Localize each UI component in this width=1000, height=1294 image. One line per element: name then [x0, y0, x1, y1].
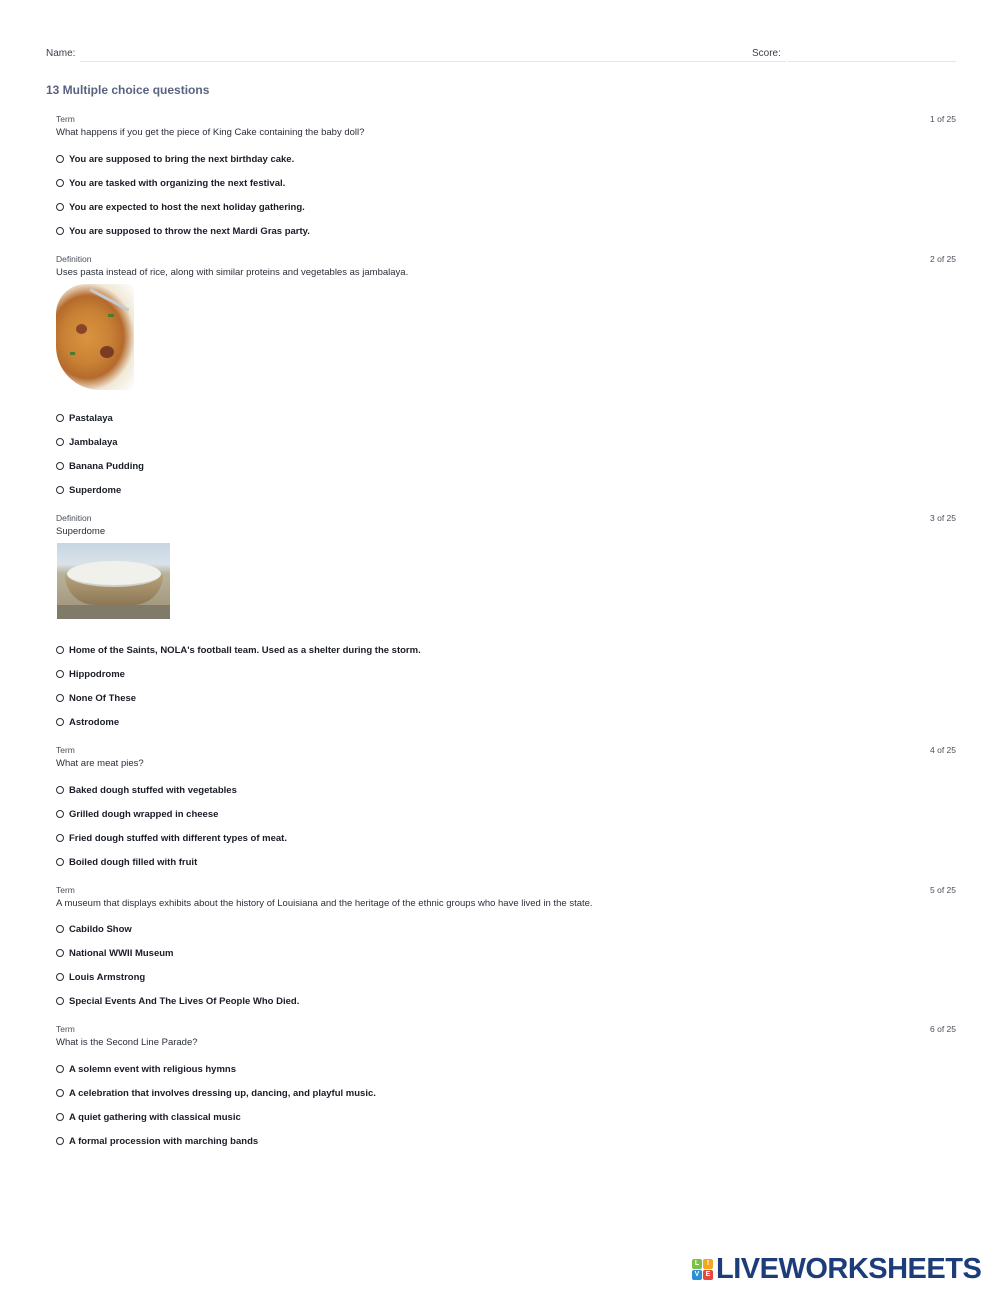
- question-type: Definition: [56, 513, 92, 523]
- question-prompt: A museum that displays exhibits about the history of Louisiana and the heritage of the ethnic groups who have lived in the state.: [56, 898, 593, 909]
- radio-button[interactable]: [56, 155, 64, 163]
- answer-option[interactable]: [56, 806, 218, 822]
- radio-button[interactable]: [56, 925, 64, 933]
- radio-button[interactable]: [56, 718, 64, 726]
- answer-option[interactable]: [56, 714, 119, 730]
- worksheet-header: [46, 48, 956, 64]
- sausage-shape: [100, 346, 114, 358]
- radio-button[interactable]: [56, 973, 64, 981]
- question-prompt: What are meat pies?: [56, 758, 144, 769]
- option-label: Grilled dough wrapped in cheese: [69, 808, 219, 820]
- question-type: Definition: [56, 254, 92, 264]
- question-type: Term: [56, 885, 75, 895]
- answer-option[interactable]: [56, 223, 310, 239]
- herb-shape: [108, 314, 114, 317]
- radio-button[interactable]: [56, 462, 64, 470]
- answer-option[interactable]: [56, 151, 294, 167]
- option-label: Pastalaya: [69, 412, 113, 424]
- answer-option[interactable]: [56, 410, 113, 426]
- option-label: Boiled dough filled with fruit: [69, 856, 198, 868]
- answer-option[interactable]: [56, 482, 121, 498]
- option-label: A solemn event with religious hymns: [69, 1063, 236, 1075]
- radio-button[interactable]: [56, 810, 64, 818]
- radio-button[interactable]: [56, 179, 64, 187]
- score-label: Score:: [752, 48, 781, 59]
- option-label: Hippodrome: [69, 668, 125, 680]
- radio-button[interactable]: [56, 486, 64, 494]
- radio-button[interactable]: [56, 414, 64, 422]
- option-label: Cabildo Show: [69, 923, 132, 935]
- radio-button[interactable]: [56, 997, 64, 1005]
- radio-button[interactable]: [56, 949, 64, 957]
- logo-text: LIVEWORKSHEETS: [716, 1252, 982, 1285]
- answer-option[interactable]: [56, 1085, 376, 1101]
- radio-button[interactable]: [56, 858, 64, 866]
- question-count: 1 of 25: [930, 114, 956, 124]
- option-label: Louis Armstrong: [69, 971, 146, 983]
- radio-button[interactable]: [56, 646, 64, 654]
- question-type: Term: [56, 1024, 75, 1034]
- answer-option[interactable]: [56, 854, 197, 870]
- option-label: A celebration that involves dressing up, dancing, and playful music.: [69, 1087, 376, 1099]
- logo-mark-icon: L I V E: [692, 1259, 713, 1280]
- question-type: Term: [56, 114, 75, 124]
- option-label: You are expected to host the next holiday gathering.: [69, 201, 305, 213]
- radio-button[interactable]: [56, 1137, 64, 1145]
- answer-option[interactable]: [56, 1133, 258, 1149]
- option-label: You are supposed to throw the next Mardi Gras party.: [69, 225, 310, 237]
- option-label: Baked dough stuffed with vegetables: [69, 784, 237, 796]
- option-label: You are tasked with organizing the next festival.: [69, 177, 286, 189]
- answer-option[interactable]: [56, 642, 421, 658]
- option-label: Home of the Saints, NOLA's football team. Used as a shelter during the storm.: [69, 644, 421, 656]
- answer-option[interactable]: [56, 199, 305, 215]
- radio-button[interactable]: [56, 438, 64, 446]
- question-prompt: Superdome: [56, 526, 106, 537]
- answer-option[interactable]: [56, 666, 125, 682]
- answer-option[interactable]: [56, 1109, 241, 1125]
- radio-button[interactable]: [56, 227, 64, 235]
- answer-option[interactable]: [56, 434, 118, 450]
- option-label: You are supposed to bring the next birthday cake.: [69, 153, 295, 165]
- radio-button[interactable]: [56, 203, 64, 211]
- radio-button[interactable]: [56, 1065, 64, 1073]
- option-label: A quiet gathering with classical music: [69, 1111, 241, 1123]
- question-count: 2 of 25: [930, 254, 956, 264]
- option-label: A formal procession with marching bands: [69, 1135, 259, 1147]
- sausage-shape: [76, 324, 87, 334]
- section-title: 13 Multiple choice questions: [46, 83, 210, 97]
- answer-option[interactable]: [56, 1061, 236, 1077]
- radio-button[interactable]: [56, 786, 64, 794]
- answer-option[interactable]: [56, 945, 174, 961]
- fork-shape: [89, 288, 129, 311]
- radio-button[interactable]: [56, 834, 64, 842]
- ground-shape: [57, 605, 170, 619]
- name-label: Name:: [46, 48, 76, 59]
- option-label: Superdome: [69, 484, 122, 496]
- radio-button[interactable]: [56, 1113, 64, 1121]
- option-label: National WWII Museum: [69, 947, 174, 959]
- option-label: Jambalaya: [69, 436, 118, 448]
- option-label: Special Events And The Lives Of People Who Died.: [69, 995, 300, 1007]
- dome-roof-shape: [67, 561, 161, 587]
- question-count: 4 of 25: [930, 745, 956, 755]
- question-type: Term: [56, 745, 75, 755]
- radio-button[interactable]: [56, 670, 64, 678]
- option-label: Fried dough stuffed with different types of meat.: [69, 832, 287, 844]
- question-prompt: What is the Second Line Parade?: [56, 1037, 198, 1048]
- answer-option[interactable]: [56, 782, 237, 798]
- liveworksheets-logo: [692, 1254, 981, 1284]
- pastalaya-image: [56, 284, 134, 390]
- option-label: Banana Pudding: [69, 460, 144, 472]
- name-field[interactable]: [80, 61, 786, 62]
- score-field[interactable]: [788, 61, 956, 62]
- answer-option[interactable]: [56, 993, 299, 1009]
- answer-option[interactable]: [56, 969, 145, 985]
- option-label: None Of These: [69, 692, 137, 704]
- question-prompt: What happens if you get the piece of King Cake containing the baby doll?: [56, 127, 365, 138]
- question-prompt: Uses pasta instead of rice, along with similar proteins and vegetables as jambalaya.: [56, 267, 409, 278]
- radio-button[interactable]: [56, 1089, 64, 1097]
- answer-option[interactable]: [56, 830, 287, 846]
- radio-button[interactable]: [56, 694, 64, 702]
- answer-option[interactable]: [56, 690, 136, 706]
- answer-option[interactable]: [56, 921, 132, 937]
- question-count: 3 of 25: [930, 513, 956, 523]
- question-count: 6 of 25: [930, 1024, 956, 1034]
- option-label: Astrodome: [69, 716, 120, 728]
- herb-shape: [70, 352, 75, 355]
- answer-option[interactable]: [56, 175, 285, 191]
- answer-option[interactable]: [56, 458, 144, 474]
- superdome-image: [57, 543, 170, 619]
- question-count: 5 of 25: [930, 885, 956, 895]
